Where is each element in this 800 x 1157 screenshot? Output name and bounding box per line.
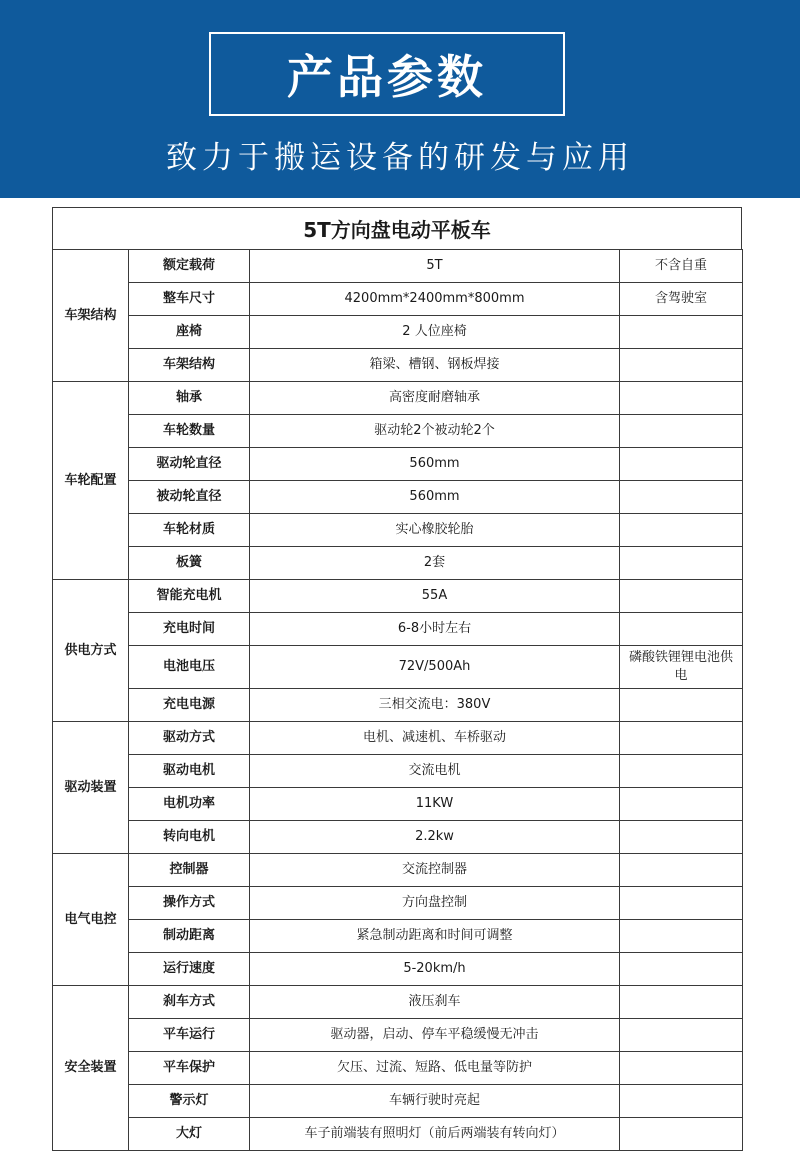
table-title: 5T方向盘电动平板车 [52,207,742,249]
table-row [53,613,743,646]
param-note: 不含自重 [620,250,743,283]
group-label: 车轮配置 [53,382,129,580]
param-name: 驱动电机 [129,755,250,788]
group-label: 驱动装置 [53,722,129,854]
param-name: 整车尺寸 [129,283,250,316]
param-value: 方向盘控制 [250,887,620,920]
param-value: 欠压、过流、短路、低电量等防护 [250,1052,620,1085]
param-note [620,1019,743,1052]
param-name: 车架结构 [129,349,250,382]
table-row [53,283,743,316]
param-name: 轴承 [129,382,250,415]
page-subtitle: 致力于搬运设备的研发与应用 [166,140,634,176]
param-name: 运行速度 [129,953,250,986]
param-value: 55A [250,580,620,613]
param-note [620,854,743,887]
param-note [620,821,743,854]
param-value: 交流电机 [250,755,620,788]
param-value: 4200mm*2400mm*800mm [250,283,620,316]
param-name: 平车运行 [129,1019,250,1052]
param-name: 刹车方式 [129,986,250,1019]
table-row [53,316,743,349]
param-note [620,887,743,920]
param-value: 高密度耐磨轴承 [250,382,620,415]
param-name: 车轮材质 [129,514,250,547]
param-note [620,755,743,788]
param-note: 含驾驶室 [620,283,743,316]
param-value: 560mm [250,481,620,514]
param-note [620,986,743,1019]
param-value: 11KW [250,788,620,821]
table-row [53,547,743,580]
param-note [620,722,743,755]
table-row [53,1019,743,1052]
param-name: 制动距离 [129,920,250,953]
header-banner [0,0,800,198]
table-row [53,1085,743,1118]
table-row [53,1052,743,1085]
param-note [620,514,743,547]
table-row [53,580,743,613]
param-value: 三相交流电：380V [250,689,620,722]
param-note [620,613,743,646]
group-label: 供电方式 [53,580,129,722]
param-value: 2.2kw [250,821,620,854]
param-note [620,349,743,382]
param-name: 板簧 [129,547,250,580]
param-name: 大灯 [129,1118,250,1151]
table-row [53,382,743,415]
param-name: 电机功率 [129,788,250,821]
param-name: 驱动轮直径 [129,448,250,481]
table-row [53,755,743,788]
table-row [53,920,743,953]
spec-sheet [52,207,742,1157]
param-name: 驱动方式 [129,722,250,755]
param-value: 5T [250,250,620,283]
param-name: 控制器 [129,854,250,887]
table-row [53,788,743,821]
table-row [53,986,743,1019]
table-row [53,854,743,887]
table-row [53,250,743,283]
param-value: 车辆行驶时亮起 [250,1085,620,1118]
param-value: 5-20km/h [250,953,620,986]
group-label: 安全装置 [53,986,129,1151]
param-name: 操作方式 [129,887,250,920]
param-note [620,953,743,986]
param-name: 被动轮直径 [129,481,250,514]
table-row [53,953,743,986]
param-name: 车轮数量 [129,415,250,448]
param-note [620,1118,743,1151]
group-label: 车架结构 [53,250,129,382]
table-row [53,349,743,382]
param-name: 转向电机 [129,821,250,854]
group-label: 电气电控 [53,854,129,986]
table-row [53,821,743,854]
table-row [53,1118,743,1151]
param-note [620,481,743,514]
param-value: 液压刹车 [250,986,620,1019]
param-note [620,382,743,415]
table-row [53,415,743,448]
param-value: 电机、减速机、车桥驱动 [250,722,620,755]
param-note: 磷酸铁锂锂电池供电 [620,646,743,689]
param-value: 驱动轮2个被动轮2个 [250,415,620,448]
param-value: 6-8小时左右 [250,613,620,646]
param-name: 额定载荷 [129,250,250,283]
param-note [620,580,743,613]
title-frame [209,32,565,116]
param-name: 平车保护 [129,1052,250,1085]
param-value: 560mm [250,448,620,481]
param-name: 座椅 [129,316,250,349]
param-name: 警示灯 [129,1085,250,1118]
param-note [620,448,743,481]
param-value: 车子前端装有照明灯（前后两端装有转向灯） [250,1118,620,1151]
table-row [53,887,743,920]
param-name: 智能充电机 [129,580,250,613]
spec-table [52,249,743,1151]
param-value: 2 人位座椅 [250,316,620,349]
param-value: 箱梁、槽钢、钢板焊接 [250,349,620,382]
param-value: 紧急制动距离和时间可调整 [250,920,620,953]
param-name: 充电时间 [129,613,250,646]
param-name: 充电电源 [129,689,250,722]
param-note [620,1052,743,1085]
param-note [620,788,743,821]
param-value: 实心橡胶轮胎 [250,514,620,547]
table-row [53,689,743,722]
param-name: 电池电压 [129,646,250,689]
page-title: 产品参数 [287,50,487,104]
param-note [620,1085,743,1118]
param-note [620,920,743,953]
param-note [620,316,743,349]
param-value: 72V/500Ah [250,646,620,689]
param-value: 2套 [250,547,620,580]
table-row [53,722,743,755]
table-row [53,481,743,514]
param-value: 交流控制器 [250,854,620,887]
table-row [53,448,743,481]
param-note [620,689,743,722]
table-row [53,646,743,689]
param-note [620,547,743,580]
param-value: 驱动器，启动、停车平稳缓慢无冲击 [250,1019,620,1052]
table-row [53,514,743,547]
param-note [620,415,743,448]
